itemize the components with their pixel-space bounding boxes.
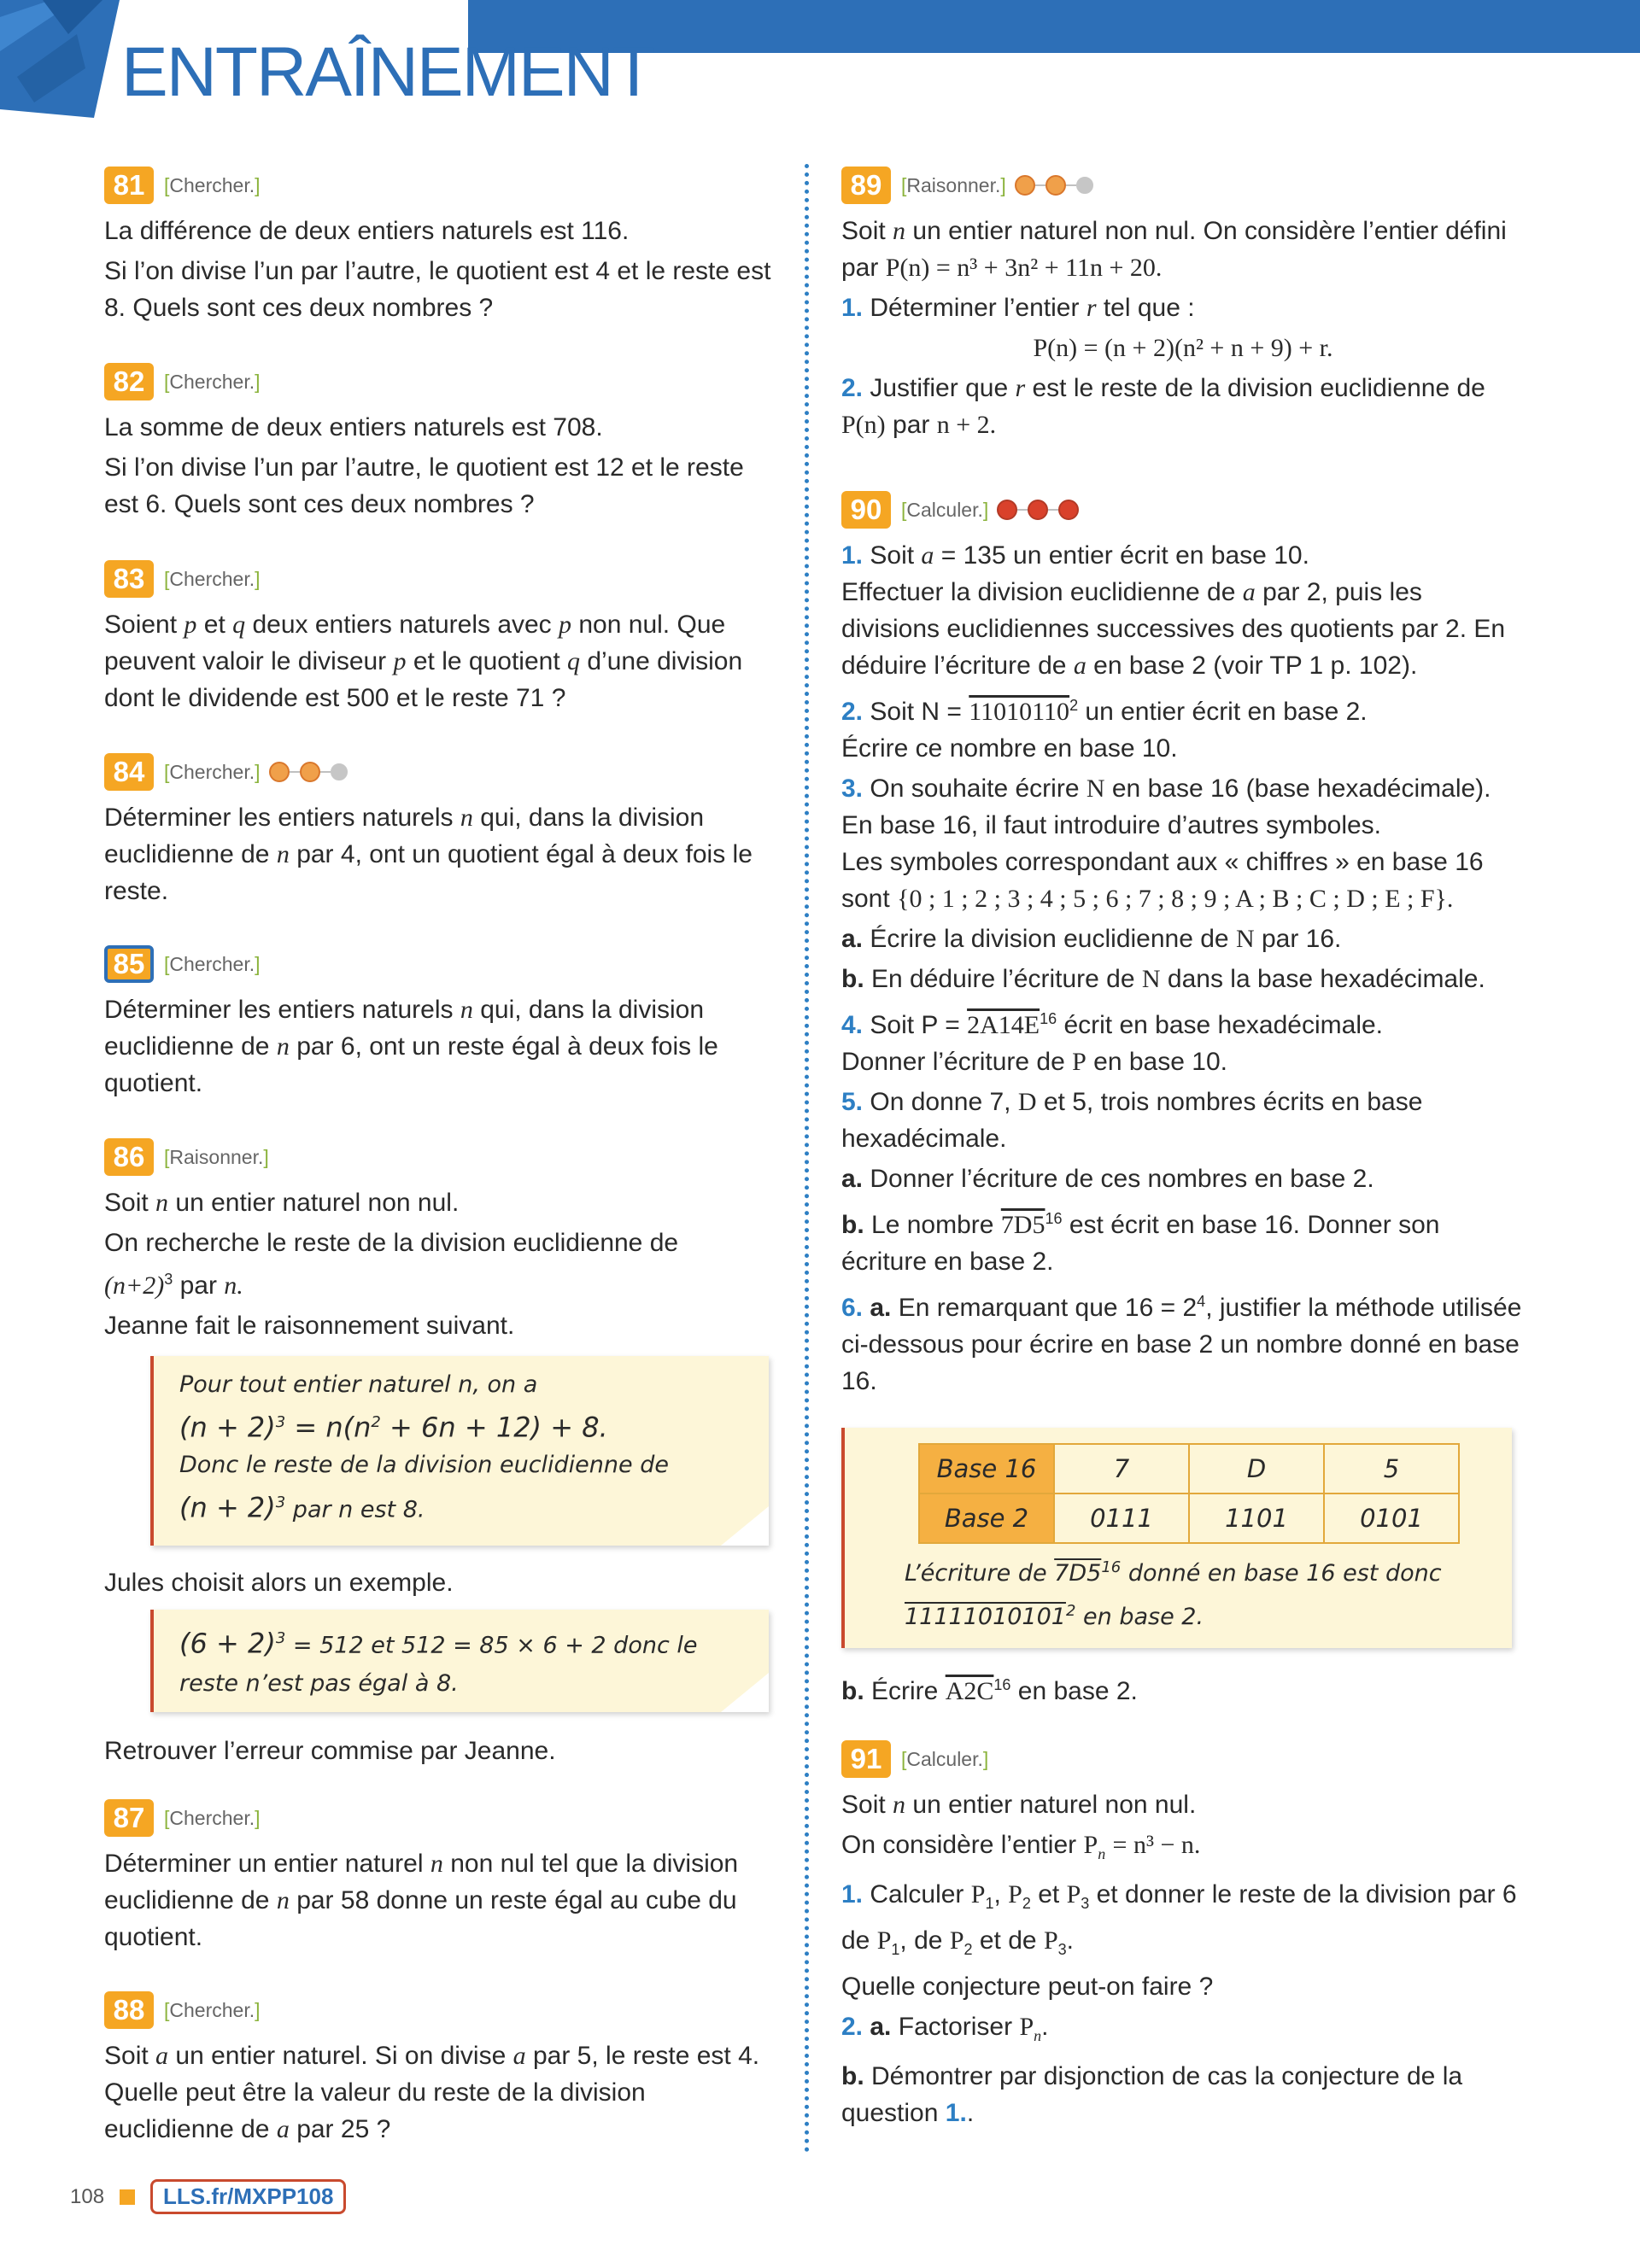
exercise-89 [841,167,1525,443]
exercise-tag: [Raisonner.] [164,1145,269,1168]
exercise-text: 1. Déterminer l’entier r tel que : [841,294,1195,322]
exercise-number: 81 [104,167,154,204]
table-row: Base 16 7 D 5 [919,1444,1459,1493]
exercise-text: Si l’on divise l’un par l’autre, le quotient est 12 et le reste est 6. Quels sont ces deux nombres ? [104,453,744,518]
exercise-tag: [Calculer.] [901,1747,989,1770]
exercise-tag: [Calculer.] [901,498,989,521]
exercise-text: 1. Calculer $P_1$, $P_2$ et $P_3$ et donner le reste de la division par 6 de $P_1$, de $P_2$ et de $P_3$. Quelle conjecture peut-on faire ? [841,1880,1517,2001]
exercise-tag: [Chercher.] [164,1806,261,1829]
exercise-text: Si l’on divise l’un par l’autre, le quotient est 4 et le reste est 8. Quels sont ces deux nombres ? [104,257,771,322]
exercise-number: 85 [104,945,154,983]
difficulty-icon [1015,175,1093,196]
column-divider [805,164,809,2154]
page-footer [70,2179,346,2214]
exercise-text: 4. Soit $P = 2A14E^{16}$ écrit en base hexadécimale. Donner l’écriture de P en base 10. [841,1010,1384,1076]
exercise-87 [104,1799,779,1955]
exercise-text: Retrouver l’erreur commise par Jeanne. [104,1737,556,1765]
exercise-text: Jeanne fait le raisonnement suivant. [104,1312,515,1340]
exercise-tag: [Chercher.] [164,1998,261,2021]
exercise-text: Jules choisit alors un exemple. [104,1569,454,1597]
note-text: L’écriture de $7D5^{16}$ donné en base 16 est donc 11111010101$^2$ en base 2. [905,1558,1442,1630]
exercise-text: 3. On souhaite écrire N en base 16 (base hexadécimale). En base 16, il faut introduire d’autres symboles. Les symboles correspondant aux « chiffres » en base 16 sont {0 ; 1 ; 2 ; 3 ; 4 ; 5 ; 6 ; 7 ; 8 ; 9 ; A ; B ; C ; D ; E ; F}. [841,775,1491,913]
exercise-91 [841,1740,1525,2131]
exercise-tag: [Chercher.] [164,370,261,393]
exercise-text: 1. Soit a = 135 un entier écrit en base 10. Effectuer la division euclidienne de a par 2, puis les divisions euclidiennes successives des quotients par 2. En déduire l’écriture de a en base 2 (voir TP 1 p. 102). [841,541,1506,680]
exercise-number: 84 [104,753,154,791]
exercise-text: La différence de deux entiers naturels est 116. [104,217,630,245]
base-conversion-note [841,1428,1512,1648]
exercise-text: b. Démontrer par disjonction de cas la conjecture de la question 1.. [841,2062,1463,2127]
exercise-text: On recherche le reste de la division euclidienne de $(n+2)^3$ par n. [104,1229,679,1300]
exercise-text: 2. Justifier que r est le reste de la division euclidienne de P(n) par n + 2. [841,374,1485,439]
exercise-text: Soient p et q deux entiers naturels avec p non nul. Que peuvent valoir le diviseur p et le quotient q d’une division dont le dividende est 500 et le reste 71 ? [104,611,743,712]
exercise-number: 83 [104,560,154,598]
exercise-text: Soit n un entier naturel non nul. [841,1791,1197,1819]
exercise-86 [104,1138,779,1344]
difficulty-icon [269,762,348,782]
exercise-tag: [Raisonner.] [901,173,1006,196]
exercise-tag: [Chercher.] [164,567,261,590]
exercise-text: Déterminer un entier naturel n non nul tel que la division euclidienne de n par 58 donne un reste égal au cube du quotient. [104,1850,739,1951]
exercise-number: 89 [841,167,891,204]
exercise-text: On considère l’entier $P_n = n^3 - n$. [841,1831,1201,1862]
exercise-text: 2. Soit N = 11010110$^2$ un entier écrit en base 2. Écrire ce nombre en base 10. [841,697,1368,763]
exercise-text: 5. On donne 7, D et 5, trois nombres écrits en base hexadécimale. [841,1088,1423,1153]
difficulty-icon [997,500,1079,520]
exercise-83 [104,560,779,716]
page-number: 108 [70,2184,105,2208]
exercise-number: 86 [104,1138,154,1176]
footer-link[interactable]: LLS.fr/MXPP108 [150,2179,346,2214]
base-conversion-table [918,1443,1460,1544]
exercise-90 [841,491,1525,1400]
exercise-text: Déterminer les entiers naturels n qui, dans la division euclidienne de n par 6, ont un reste égal à deux fois le quotient. [104,996,718,1097]
footer-square-icon [120,2189,135,2205]
exercise-text: Soit n un entier naturel non nul. [104,1189,460,1217]
exercise-82 [104,363,779,523]
exercise-text: La somme de deux entiers naturels est 708. [104,413,603,441]
exercise-tag: [Chercher.] [164,952,261,975]
exercise-number: 91 [841,1740,891,1778]
exercise-text: b. Le nombre $7D5^{16}$ est écrit en base 16. Donner son écriture en base 2. [841,1210,1440,1276]
equation: P(n) = (n + 2)(n² + n + 9) + r. [1033,334,1333,362]
exercise-number: 87 [104,1799,154,1837]
header-corner-graphic [0,0,120,118]
exercise-text: Déterminer les entiers naturels n qui, dans la division euclidienne de n par 4, ont un quotient égal à deux fois le reste. [104,804,753,905]
table-row: Base 2 0111 1101 0101 [919,1493,1459,1543]
exercise-text: a. Donner l’écriture de ces nombres en base 2. [841,1165,1374,1193]
exercise-text: Soit a un entier naturel. Si on divise a par 5, le reste est 4. Quelle peut être la valeur du reste de la division euclidienne de a par 25 ? [104,2042,760,2143]
exercise-tag: [Chercher.] [164,760,261,783]
student-note-jules: $(6 + 2)^3 = 512$ et 512 = 85 × 6 + 2 donc le reste n’est pas égal à 8. [150,1610,769,1712]
exercise-text: b. Écrire $A2C^{16}$ en base 2. [841,1676,1138,1705]
exercise-number: 90 [841,491,891,529]
exercise-84 [104,753,779,909]
exercise-text: a. Écrire la division euclidienne de N par 16. [841,925,1342,953]
student-note-jeanne: Pour tout entier naturel n, on a $(n + 2)^3 = n(n^2 + 6n + 12) + 8$. Donc le reste de la division euclidienne de $(n + 2)^3$ par n est 8. [150,1356,769,1546]
exercise-85 [104,945,779,1102]
exercise-text: 6. a. En remarquant que $16 = 2^4$, justifier la méthode utilisée ci-dessous pour écrire en base 2 un nombre donné en base 16. [841,1293,1522,1395]
exercise-tag: [Chercher.] [164,173,261,196]
exercise-88 [104,1991,779,2148]
exercise-text: b. En déduire l’écriture de N dans la base hexadécimale. [841,965,1485,993]
exercise-number: 88 [104,1991,154,2029]
exercise-text: 2. a. Factoriser $P_n$. [841,2013,1049,2044]
exercise-number: 82 [104,363,154,400]
exercise-81 [104,167,779,326]
exercise-text: Soit n un entier naturel non nul. On considère l’entier défini par P(n) = n³ + 3n² + 11n + 20. [841,217,1507,282]
page-title: ENTRAÎNEMENT [121,33,653,111]
